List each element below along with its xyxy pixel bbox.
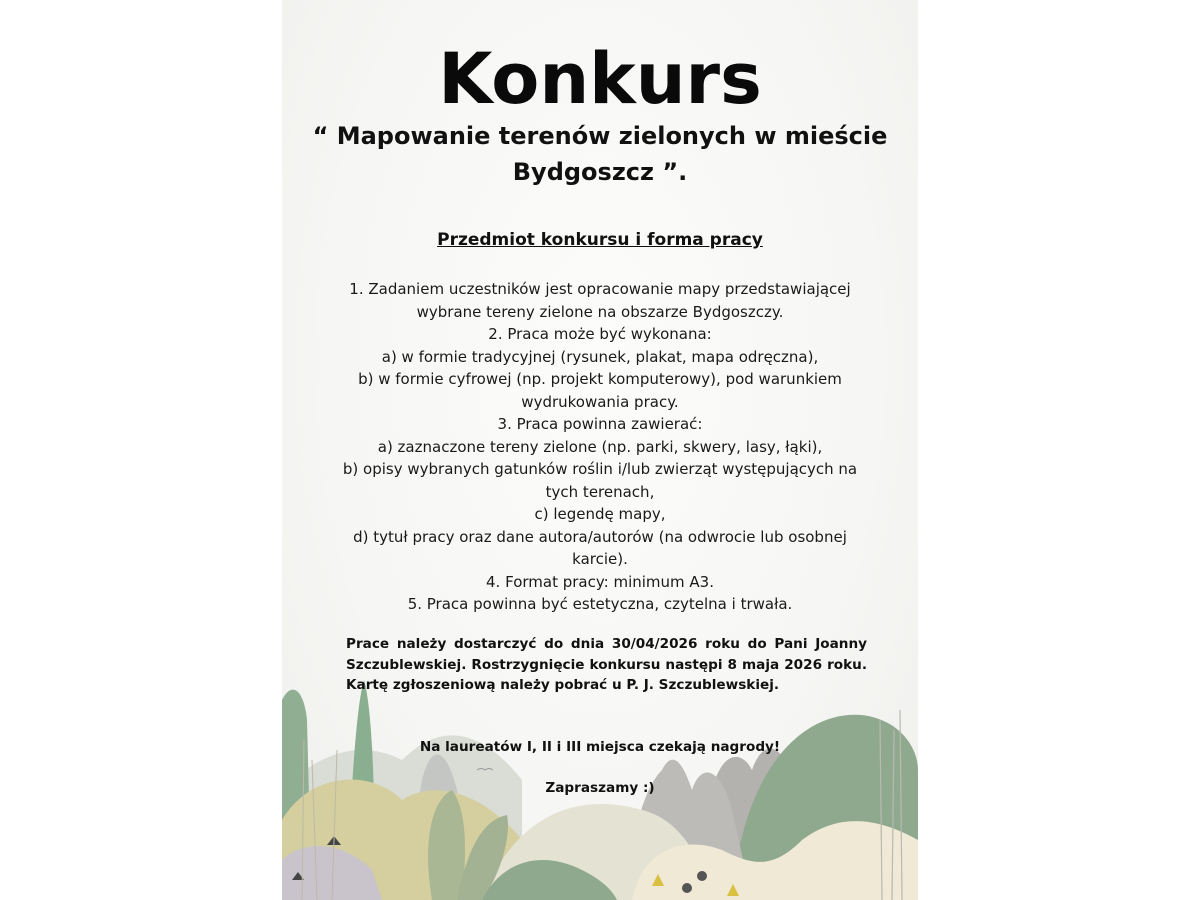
list-item: b) opisy wybranych gatunków roślin i/lub zwierząt występujących na tych terenach, xyxy=(342,460,858,501)
list-item: a) zaznaczone tereny zielone (np. parki, skwery, lasy, łąki), xyxy=(377,437,823,456)
list-item: a) w formie tradycyjnej (rysunek, plakat, mapa odręczna), xyxy=(381,347,819,366)
poster-subtitle: “ Mapowanie terenów zielonych w mieście Bydgoszcz ”. xyxy=(312,122,888,186)
list-item: 3. Praca powinna zawierać: xyxy=(497,415,703,433)
list-item: c) legendę mapy, xyxy=(534,505,666,523)
rules-list xyxy=(342,278,858,616)
poster-title: Konkurs xyxy=(438,38,762,120)
pebble xyxy=(697,871,707,881)
deadline-paragraph: Prace należy dostarczyć do dnia 30/04/2026 roku do Pani Joanny Szczublewskiej. Rostrzygnięcie konkursu następi 8 maja 2026 roku. Kartę zgłoszeniową należy pobrać u P. J. Szczublewskiej. xyxy=(346,636,867,693)
section-heading: Przedmiot konkursu i forma pracy xyxy=(437,230,763,250)
list-item: d) tytuł pracy oraz dane autora/autorów (na odwrocie lub osobnej karcie). xyxy=(353,527,847,568)
invite-text: Zapraszamy :) xyxy=(545,780,655,796)
pebble xyxy=(682,883,692,893)
prizes-text: Na laureatów I, II i III miejsca czekają nagrody! xyxy=(419,739,781,755)
list-item: 1. Zadaniem uczestników jest opracowanie mapy przedstawiającej wybrane tereny zielone na obszarze Bydgoszczy. xyxy=(349,280,851,321)
list-item: 4. Format pracy: minimum A3. xyxy=(486,572,714,591)
list-item: 5. Praca powinna być estetyczna, czytelna i trwała. xyxy=(407,595,793,613)
list-item: b) w formie cyfrowej (np. projekt komputerowy), pod warunkiem wydrukowania pracy. xyxy=(358,370,842,411)
poster-page xyxy=(282,0,918,900)
list-item: 2. Praca może być wykonana: xyxy=(488,325,712,343)
